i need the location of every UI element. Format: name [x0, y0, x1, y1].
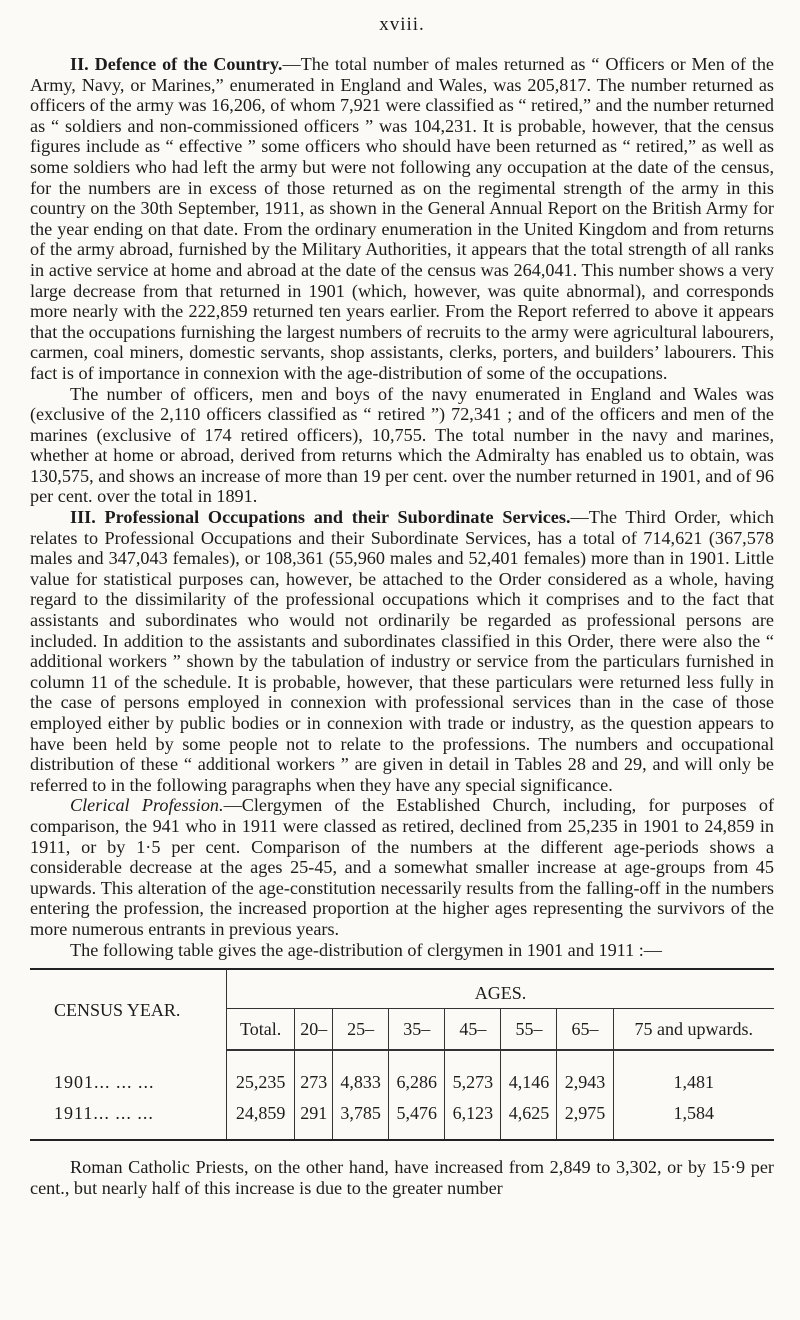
paragraph-closing: Roman Catholic Priests, on the other hand, have increased from 2,849 to 3,302, or by 15·9 per cent., but nearly half of this increase is due to the greater number — [30, 1157, 774, 1198]
table-cell: 1,481 — [673, 1072, 715, 1093]
table-cell: 2,975 — [557, 1098, 613, 1140]
paragraph-professional — [30, 507, 774, 795]
page-folio: xviii. — [379, 14, 425, 35]
table-cell: 1,584 — [673, 1103, 715, 1124]
table-cell: 273 — [295, 1050, 333, 1098]
column-header: 25– — [333, 1009, 389, 1051]
row-year: 1901... ... ... — [30, 1050, 227, 1098]
paragraph-table-intro: The following table gives the age-distribution of clergymen in 1901 and 1911 :— — [70, 939, 662, 960]
table-row — [30, 1098, 774, 1140]
age-distribution-table — [30, 968, 774, 1141]
table-cell: 3,785 — [333, 1098, 389, 1140]
text-professional: —The Third Order, which relates to Professional Occupations and their Subordinate Services, has a total of 714,621 (367,578 males and 347,043 females), or 108,361 (55,960 males and 52,401 females) more than in 1901. Little value for statistical purposes can, however, be attached to the Order considered as a whole, having regard to the dissimilarity of the professional occupations which it comprises and to the fact that assistants and subordinates who would not ordinarily be regarded as professional persons are included. In addition to the assistants and subordinates classified in this Order, there were also the “ additional workers ” shown by the tabulation of industry or service from the particulars furnished in column 11 of the schedule. It is probable, however, that these particulars were returned less fully in the case of persons employed in connexion with professional services than in the case of those employed either by public bodies or in connexion with trade or industry, as the question appears to have been held by some people not to relate to the professions. The numbers and occupational distribution of these “ additional workers ” are given in detail in Tables 28 and 29, and will only be referred to in the following paragraphs when they have any special significance. — [30, 507, 774, 795]
row-year: 1911... ... ... — [30, 1098, 227, 1140]
paragraph-navy — [30, 384, 774, 508]
heading-clerical: Clerical Profession. — [70, 795, 224, 816]
table-cell: 4,146 — [501, 1050, 557, 1098]
table-cell: 6,123 — [445, 1098, 501, 1140]
census-year-header: CENSUS YEAR. — [30, 969, 227, 1050]
paragraph-clerical — [30, 795, 774, 939]
column-header: 45– — [445, 1009, 501, 1051]
column-header: 55– — [501, 1009, 557, 1051]
table-cell: 2,943 — [557, 1050, 613, 1098]
text-defence: —The total number of males returned as “ Officers or Men of the Army, Navy, or Marines,” enumerated in England and Wales, was 205,817. The number returned as officers of the army was 16,206, of whom 7,921 were classified as “ retired,” and the number returned as “ soldiers and non-commissioned officers ” was 104,231. It is probable, however, that the census figures include as “ effective ” some officers who should have been returned as “ retired,” as well as some soldiers who had left the army but were not following any occupation at the date of the census, for the numbers are in excess of those returned as on the regimental strength of the army in this country on the 30th September, 1911, as shown in the General Annual Report on the British Army for the year ending on that date. From the ordinary enumeration in the United Kingdom and from returns of the army abroad, furnished by the Military Authorities, it appears that the total strength of all ranks in active service at home and abroad at the date of the census was 264,041. This number shows a very large decrease from that returned in 1901 (which, however, was quite abnormal), and corresponds more nearly with the 222,859 returned ten years earlier. From the Report referred to above it appears that the occupations furnishing the largest numbers of recruits to the army were agricultural labourers, carmen, coal miners, domestic servants, shop assistants, clerks, porters, and builders’ labourers. This fact is of importance in connexion with the age-distribution of some of the occupations. — [30, 54, 775, 383]
table-cell: 4,625 — [501, 1098, 557, 1140]
column-header: 20– — [295, 1009, 333, 1051]
heading-professional: III. Professional Occupations and their Subordinate Services. — [70, 507, 571, 528]
table-row — [30, 1050, 774, 1098]
heading-defence: II. Defence of the Country. — [70, 54, 283, 74]
text-navy: The number of officers, men and boys of the navy enumerated in England and Wales was (exclusive of the 2,110 officers classified as “ retired ”) 72,341 ; and of the officers and men of the marines (exclusive of 174 retired officers), 10,755. The total number in the navy and marines, whether at home or abroad, derived from returns which the Admiralty has enabled us to obtain, was 130,575, and shows an increase of more than 19 per cent. over the number returned in 1901, and of 96 per cent. over the total in 1891. — [30, 383, 774, 507]
table-cell: 24,859 — [227, 1098, 295, 1140]
table-cell: 4,833 — [333, 1050, 389, 1098]
column-header: Total. — [227, 1009, 295, 1051]
table-cell: 5,273 — [445, 1050, 501, 1098]
column-header: 65– — [557, 1009, 613, 1051]
table-cell: 5,476 — [389, 1098, 445, 1140]
table-cell: 6,286 — [389, 1050, 445, 1098]
table-cell: 25,235 — [227, 1050, 295, 1098]
column-header: 75 and upwards. — [613, 1009, 774, 1051]
table-cell: 291 — [295, 1098, 333, 1140]
text-clerical: —Clergymen of the Established Church, including, for purposes of comparison, the 941 who in 1911 were classed as retired, declined from 25,235 in 1901 to 24,859 in 1911, or by 1·5 per cent. Comparison of the numbers at the different age-periods shows a considerable decrease at the ages 25-45, and a somewhat smaller increase at age-groups from 45 upwards. This alteration of the age-constitution necessarily results from the falling-off in the numbers entering the profession, the increased proportion at the higher ages representing the survivors of the more numerous entrants in previous years. — [30, 795, 775, 939]
column-header: 35– — [389, 1009, 445, 1051]
paragraph-defence — [30, 54, 774, 384]
ages-group-header: AGES. — [227, 969, 775, 1009]
